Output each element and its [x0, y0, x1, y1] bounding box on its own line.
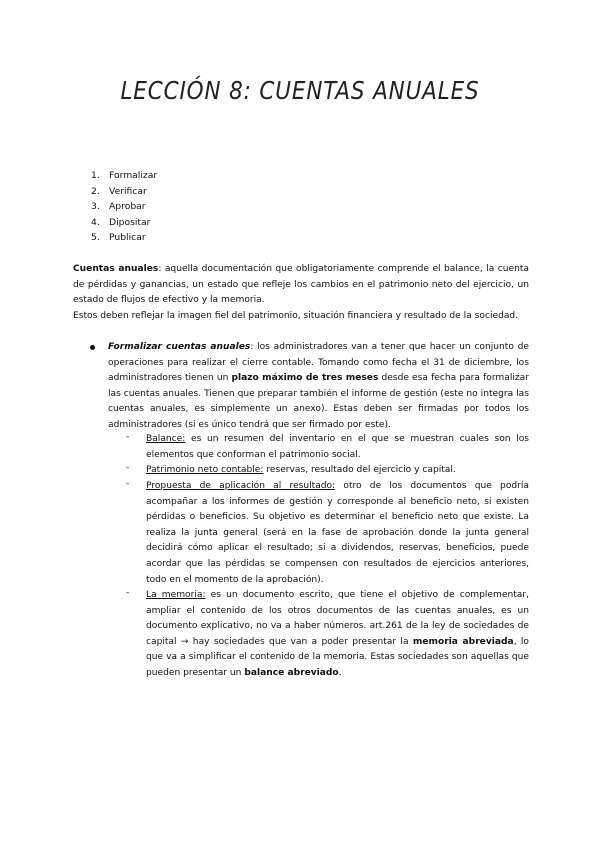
list-label: Publicar [109, 232, 146, 244]
subitem-text3: . [338, 667, 342, 678]
list-item [91, 199, 157, 215]
subitem-term: Patrimonio neto contable: [146, 465, 264, 475]
dash-icon: - [126, 432, 130, 442]
subitem-term: La memoria: [146, 590, 206, 600]
bullet-part1: : los administradores van a tener que hacer un conjunto de operaciones para realizar el cierre contable. Tomando como fecha el 31 de diciembre, los administradores tienen un [108, 342, 529, 384]
subitem-propuesta [146, 479, 529, 588]
subitem-bold: memoria abreviada [412, 636, 514, 647]
list-label: Dipositar [109, 216, 151, 228]
subitem-text: es un resumen del inventario en el que se muestran cuales son los elementos que conforman el patrimonio social. [146, 434, 529, 460]
list-item [91, 168, 157, 184]
subitem-term: Balance: [146, 434, 186, 444]
bullet-term: Formalizar cuentas anuales [108, 342, 251, 352]
bullet-icon [90, 345, 95, 350]
list-item [91, 215, 157, 231]
subitem-term: Propuesta de aplicación al resultado: [146, 481, 336, 491]
dash-icon: - [126, 463, 130, 473]
definition-term: Cuentas anuales [73, 264, 159, 274]
list-item [91, 184, 157, 200]
definition-body: : aquella documentación que obligatoriamente comprende el balance, la cuenta de pérdidas y ganancias, un estado que refleje los cambios en el patrimonio neto del ejercicio, un estado de flujos de efectivo y la memoria. [73, 264, 529, 306]
subitem-text: es un documento escrito, que tiene el objetivo de complementar, ampliar el contenido de los otros documentos de las cuentas anuales, es un documento explicativo, no va a haber números. art.261 de la ley de sociedades de capital → hay sociedades que van a poder presentar la [146, 590, 529, 647]
dash-icon: - [126, 479, 130, 489]
bullet-text [108, 340, 529, 434]
subitem-balance [146, 432, 529, 463]
steps-list [91, 168, 157, 246]
subitem-bold2: balance abreviado [244, 667, 339, 678]
list-label: Verificar [109, 185, 147, 197]
subitem-memoria [146, 588, 529, 682]
page-title: LECCIÓN 8: CUENTAS ANUALES [120, 76, 480, 105]
bullet-bold: plazo máximo de tres meses [231, 373, 379, 384]
list-item [91, 230, 157, 246]
subitem-text: reservas, resultado del ejercicio y capital. [263, 465, 456, 475]
subitem-text2: , lo que va a simplificar el contenido de la memoria. Estas sociedades son aquellas que pueden presentar un [146, 636, 529, 678]
list-number: 3. [91, 201, 100, 213]
subitem-text: otro de los documentos que podría acompañar a los informes de gestión y corresponde al beneficio neto, si existen pérdidas o beneficios. Su objetivo es determinar el beneficio neto que existe. La realiza la junta general (será en la fase de aprobación donde la junta general decidirá cómo aplicar el resultado; si a dividendos, reservas, beneficios, puede acordar que las pérdidas se compensen con resultados de ejercicios anteriores, todo en el momento de la aprobación). [146, 481, 529, 585]
list-number: 1. [91, 170, 100, 181]
bullet-part2: desde esa fecha para formalizar las cuentas anuales. Tienen que preparar también el informe de gestión (este no integra las cuentas anuales, es simplemente un anexo). Estas deben ser firmadas por todos los administradores (si es único tendrá que ser firmado por este). [108, 373, 529, 430]
list-label: Formalizar [109, 170, 158, 181]
definition-paragraph [73, 262, 529, 324]
list-label: Aprobar [109, 201, 146, 213]
definition-note: Estos deben reflejar la imagen fiel del patrimonio, situación financiera y resultado de la sociedad. [73, 310, 519, 321]
subitem-patrimonio [146, 463, 529, 479]
dash-icon: - [126, 588, 130, 598]
list-number: 4. [91, 216, 100, 228]
list-number: 5. [91, 232, 100, 244]
list-number: 2. [91, 185, 100, 197]
